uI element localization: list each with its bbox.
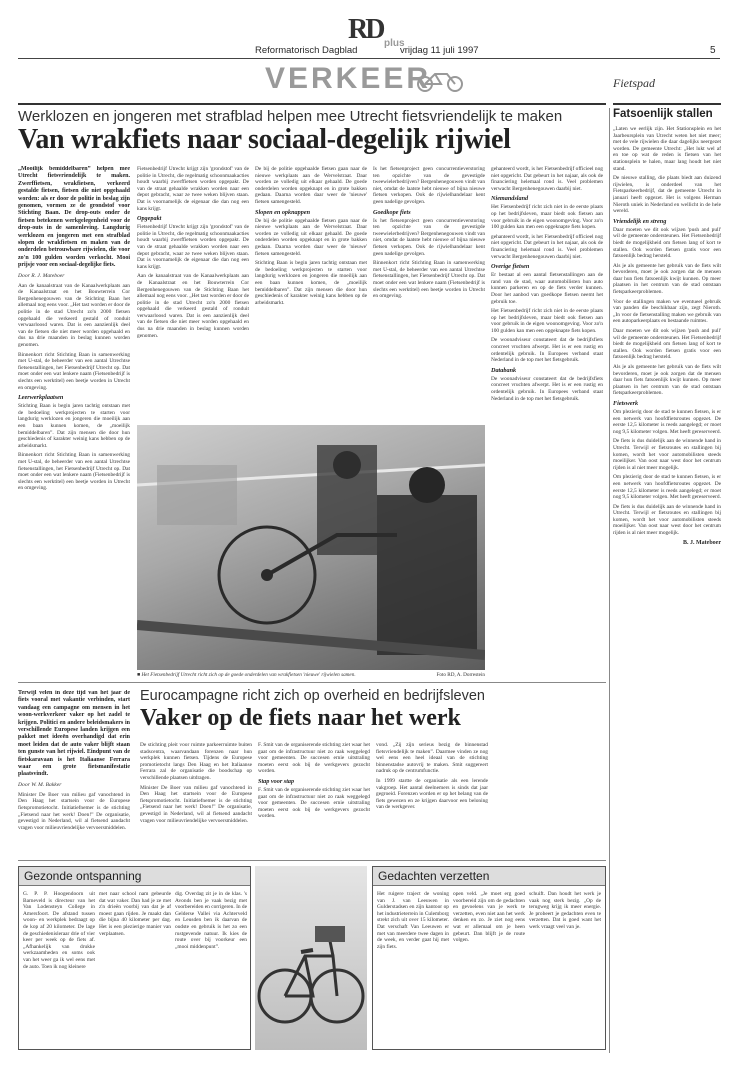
main-paragraph: gehanteerd wordt, is het Fietsenbedrijf officieel nog niet opgericht. Dat gebeurt in het najaar, als ook de financiering helemaal rond is. Veel problemen verwacht Bergenhenegouwen daarbij niet. (491, 233, 603, 260)
sidebar-paragraph: „Laten we eerlijk zijn. Het Stationsplein en het Jaarbeursplein van Utrecht weten het niet meer; met de vele rijwielen die daar dagelijks neergezet worden. De gemeente Utrecht: „Het lukt wel af en toe op wat de reden is fietsen van het stationsplein te halen, maar lang houdt het niet stand. (613, 126, 721, 172)
main-paragraph: Stichting Baan is begin jaren tachtig ontstaan met de bedoeling werkprojecten te starten voor langdurig werklozen en jongeren die moeilijk aan een baan kunnen komen, de „moeilijk bemiddelbaren”. Dat zijn mensen die door hun geschiedenis of karakter weinig kans hebben op de arbeidsmarkt. (18, 403, 130, 449)
sidebar-logo (613, 74, 723, 100)
masthead-logo (348, 14, 405, 49)
main-subheading: Goedkope fiets (373, 208, 411, 216)
section-title: VERKEER (265, 62, 432, 95)
box-col (377, 891, 449, 1047)
masthead-rule (18, 58, 720, 59)
main-paragraph: Er bestaat al een aantal fietsenstallingen aan de rand van de stad, waar automobilisten hun auto kunnen parkeren en op de fiets verder kunnen. Door het aanbod van goedkope fietsen neemt het gebruik toe. (491, 272, 603, 305)
second-headline: Vaker op de fiets naar het werk (140, 705, 461, 731)
column-rule (609, 108, 610, 1053)
box-col (175, 891, 247, 1047)
sidebar-paragraph: Voor de stallingen maken we eventueel gebruik van panden die beschikbaar zijn, zegt Nieroth. „In voor de fietsenstalling maken we gebruik van een autoparkeerplaats en bestaande ruimtes. (613, 298, 721, 325)
sidebar-paragraph: Als je als gemeente het gebruik van de fiets wilt bevorderen, moet je ook zorgen dat de mensen daar hun fiets fatsoenlijk kwijt kunnen. Op meer plaatsen in het centrum van de stad ontstaan fietsparkeerproblemen. (613, 262, 721, 296)
section-banner (235, 62, 465, 98)
second-subheading: Stap voor stap (258, 777, 295, 785)
main-subheading: Slopen en opknappen (255, 208, 311, 216)
main-paragraph: De bij de politie opgehaalde fietsen gaan naar de nieuwe werkplaats aan de Wervelstraat. Daar worden ze volledig uit elkaar gehaald. De goede onderdelen worden opgeknapt en in grote bakken gedaan. Daarna worden daar weer de 'nieuwe' fietsen samengesteld. (255, 217, 367, 257)
main-paragraph: Binnenkort richt Stichting Baan in samenwerking met U-stal, de beheerder van een aantal Utrechtse fietsenstallingen, het Fietsenbedrijf Utrecht op. Dat moet onder een wat lenkere naam (Fietsenbedrijf is slechts een werktitel) een beetje worden in Utrecht en omgeving. (373, 260, 485, 300)
main-col-4 (373, 166, 485, 418)
main-paragraph: Aan de kanaalstraat van de Kanaalwerkplaats aan de Kanaalstraat en het Bouwterrein Cor Bergenhenegouwen van de Stichting Baan het allemaal nog eens voor. „Het tast worden er door de politie in de stad Utrecht zo'n 2000 fietsen opgehaald die verkeerd gestald of ronduit verwaarloosd waren. Dat is een aanzienlijk deel van de fietsen die niet meer worden opgehaald en dus na drie maanden in beslag kunnen worden genomen. (18, 282, 130, 349)
photo-caption (137, 672, 485, 678)
main-subheading: Overige fietsen (491, 263, 530, 271)
bicycle-icon (415, 68, 465, 92)
second-paragraph: Minister De Boer van milieu gaf vanochtend in Den Haag het startsein voor de Europese fietspromotietocht. Initiatiefnemer is de stichting „Fietsend naar het werk! Doen!” De organisatie, gevestigd in Nederland, wil al fietsend aandacht vragen voor milieuvriendelijke vervoersmiddelen. (18, 791, 130, 831)
paper-name: Reformatorisch Dagblad (255, 45, 358, 56)
box-col (529, 891, 601, 1047)
box-paragraph: open veld. „Je moet erg goed voorbereid zijn om de gedachten en gevoelens van je werk te verzetten, even niet aan het werk denken en zo. Je ziet nog eens wat er allemaal om je heen gebeurt. Dan blijft je de route volgen. (453, 891, 525, 944)
page-number: 5 (710, 45, 716, 56)
main-paragraph: Fietsenbedrijf Utrecht krijgt zijn 'grondstof' van de politie in Utrecht, die regelmatig schoonmaakacties houdt waarbij zwerffietsen worden opgepakt. De van de straat gehaalde wrakken worden naar een depot gebracht, waar ze twee weken blijven staan. Dat is voornamelijk de eigenaar die dan nog een kans krijgt. (137, 224, 249, 270)
main-subheading: Opgepakt (137, 215, 162, 223)
sidebar-paragraph: Om plezierig door de stad te kunnen fietsen, is er een netwerk van hoofdfietsroutes opgezet. De eerste 12,5 kilometer is reeds aangelegd; er moet nog 9,5 kilometer volgen. Met heeft gereserveerd. (613, 474, 721, 501)
main-col-3 (255, 166, 367, 418)
second-bottom-rule (18, 860, 606, 861)
main-subheading: Leerwerkplaatsen (18, 394, 64, 402)
second-col-2 (140, 742, 252, 857)
main-col-2 (137, 166, 249, 418)
box-gedachten-verzetten (372, 866, 606, 1050)
main-photo (137, 425, 485, 670)
sidebar-title: Fatsoenlijk stallen (613, 108, 713, 120)
second-paragraph: In 1999 startte de organisatie als een lerende vakgroep. Het aantal deelnemers is sinds dat jaar gegroeid. Forenzen worden er op het belang van de fiets gewezen en ze krijgen daarvoor een beloning van de werkgever. (376, 777, 488, 811)
main-bottom-rule (18, 682, 606, 683)
box-col (453, 891, 525, 1047)
main-paragraph: Aan de kanaalstraat van de Kanaalwerkplaats aan de Kanaalstraat en het Bouwterrein Cor Bergenhenegouwen van de Stichting Baan het allemaal nog eens voor. „Het tast worden er door de politie in de stad Utrecht zo'n 2000 fietsen opgehaald die verkeerd gestald of ronduit verwaarloosd waren. Dat is een aanzienlijk deel van de fietsen die niet meer worden opgehaald en dus na drie maanden in beslag kunnen worden genomen. (137, 273, 249, 339)
main-paragraph: Binnenkort richt Stichting Baan in samenwerking met U-stal, de beheerder van een aantal Utrechtse fietsenstallingen, het Fietsenbedrijf Utrecht op. Dat moet onder een wat lenkere naam (Fietsenbedrijf is slechts een werktitel) een beetje worden in Utrecht en omgeving. (18, 351, 130, 391)
box-paragraph: dig. Overdag zit je in de klas. 's Avonds ben je vaak bezig met voorbereiden en corrigeren. In de Gelderse Vallei via Achterveld en Leusden ben ik daarvan de oudste en gebruik is het zo een rustgevende natuur. Ik kies de route over bij voorkeur een „mooi middenpunt”. (175, 891, 247, 950)
second-paragraph: vond. „Zij zijn serieus bezig de binnenstad fietsvriendelijk te maken”. Daarmee vinden ze nog wel eens een heel ideaal van de stichting binnenstadse autovrij te maken. Smit suggereert nadruk op de centrumfunctie. (376, 742, 488, 775)
box-paragraph: met naar school nam gebeurde dat wat vaker. Dan had je ze met z'n drieën voorbij van dat je af moest gaan rijden. Je maakt dan die bijna 40 kilometer per dag. Het is een plezierige manier van verplaatsen. (99, 891, 171, 937)
sidebar-paragraph: Als je als gemeente het gebruik van de fiets wilt bevorderen, moet je ook zorgen dat de mensen daar hun fiets fatsoenlijk kwijt kunnen. Op meer plaatsen in het centrum van de stad ontstaan fietsparkeerproblemen. (613, 364, 721, 397)
caption-bullet: ■ (137, 672, 142, 678)
main-kicker: Werklozen en jongeren met strafblad helpen mee Utrecht fietsvriendelijk te maken (18, 108, 563, 125)
sidebar-paragraph: De fiets is dus duidelijk aan de winnende hand in Utrecht. Terwijl er fietsroutes en stallingen bij komen, wordt het voor automobilisten steeds moeilijker. Van oost naar west door het centrum rijden is al niet meer mogelijk. (613, 438, 721, 471)
box-title: Gezonde ontspanning (19, 867, 250, 886)
main-byline: Door R. J. Mateboer (18, 272, 65, 279)
main-col-5 (491, 166, 603, 696)
bicycle-icon (255, 866, 367, 1050)
main-paragraph: Het Fietsenbedrijf richt zich niet in de eerste plaats op het bedrijfsleven, maar biedt ook fietsen aan voor gebruik in de eigen woonomgeving. Voor zo'n 100 gulden kan men een opgeknapte fiets kopen. (491, 308, 603, 334)
second-col-4 (376, 742, 488, 857)
sidebar-body (613, 126, 721, 1032)
second-paragraph: F. Smit van de organiserende stichting ziet waar het gaat om de infrastructuur niet zo raak weggelegd voor gemeenten. De succesen ernie uitstraling moeten eerst ook bij de werkgevers gezocht worden. (258, 742, 370, 775)
header-divider (18, 103, 606, 105)
caption-text: Het Fietsenbedrijf Utrecht richt zich op de goede onderdelen van wrakfietsen 'nieuwe' rijwielen samen. (141, 672, 356, 678)
main-paragraph: De bij de politie opgehaalde fietsen gaan naar de nieuwe werkplaats aan de Wervelstraat. Daar worden ze volledig uit elkaar gehaald. De goede onderdelen worden opgeknapt en in grote bakken gedaan. Daarna worden daar weer de 'nieuwe' fietsen samengesteld. (255, 166, 367, 205)
box-col (23, 891, 95, 1047)
second-lead: Terwijl velen in deze tijd van het jaar de fiets vooral met vakantie verbinden, start vandaag een campagne om mensen in het woon-werkverkeer vaker op het zadel te krijgen. Politici en andere beleidsmakers in verschillende Europese landen krijgen een pakket met ideeën overhandigd dat erin moet leiden dat de auto vaker blijft staan ten gunste van het rijwiel. Eindpunt van de fietskaravaan is het Italiaanse Ferrara waar een grote fietsmanifestatie plaatsvindt. (18, 690, 130, 778)
box-gezonde-ontspanning (18, 866, 251, 1050)
second-byline: Door W. M. Bakker (18, 781, 62, 788)
issue-date: vrijdag 11 juli 1997 (400, 45, 479, 56)
main-lead: „Mooilijk bemiddelbaren” helpen mee Utrecht fietsvriendelijk te maken. Zwerffietsen, wrakfietsen, verkeerd gestalde fietsen, fietsen die niet opgehaald worden: als er door de politie in beslag zijn genomen, vormen ze de grondstof voor Stichting Baan. De drop-outs onder de fietsen betekenen werkgelegenheid voor de drop-outs in de samenleving. Langdurig werklozen en jongeren met een strafblad slopen de wrakfietsen en maken van de onderdelen betrouwbare rijwielen, die voor zo'n 100 gulden worden verkocht. Mooi prijsje voor een sociaal-degelijke fiets. (18, 166, 130, 269)
bicycle-photo (255, 866, 367, 1050)
box-paragraph: schuift. Dan houdt het werk je vaak nog sterk bezig. „Op de terugweg krijg ik meer energie. Je probeert je gedachten even te verzetten. Dat is goed want het werk vraagt veel van je. (529, 891, 601, 930)
main-subheading: Databank (491, 366, 517, 374)
sidebar-top-rule (613, 103, 721, 105)
second-paragraph: F. Smit van de organiserende stichting ziet waar het gaat om de infrastructuur niet zo raak weggelegd voor gemeenten. De succesen ernie uitstraling moeten eerst ook bij de werkgevers gezocht worden. (258, 786, 370, 820)
box-paragraph: Het ruigere traject de woning van J. van Leeuwen in Gulderstadsen en zijn kantoor op het industrieterrein in Culemborg strekt zich uit over 15 kilometer. Dat verschaft Van Leeuwen er met van meerdere twee dagen in de week, en verder gaat hij met zijn fiets. (377, 891, 449, 950)
box-title: Gedachten verzetten (373, 867, 605, 886)
main-paragraph: Is het fietsenproject geen concurrentieverstoring ten opzichte van de gevestigde tweewielerbedrijven? Bergenhenegouwen vindt van niet, omdat de laatste hebt nieuwe of bijna nieuwe fietsen verkopen. Ook de rijwielhandelaar kent geen nadelige gevolgen. (373, 166, 485, 205)
box-col (99, 891, 171, 1047)
sidebar-paragraph: De nieuwe stalling, die plaats biedt aan duizend rijwielen, is onderdeel van het Fietsparkeerbedrijf, dat de gemeente Utrecht in januari heeft opgezet. Het is volgens Herman Nieroth uniek in Nederland en wellicht in de hele wereld. (613, 175, 721, 215)
logo-plus: plus (384, 38, 405, 49)
main-headline: Van wrakfiets naar sociaal-degelijk rijwiel (18, 124, 511, 155)
main-col-1 (18, 166, 130, 696)
main-paragraph: Binnenkort richt Stichting Baan in samenwerking met U-stal, de beheerder van een aantal Utrechtse fietsenstallingen, het Fietsenbedrijf Utrecht op. Dat moet onder een wat lenkere naam (Fietsenbedrijf is slechts een werktitel) een beetje worden in Utrecht en omgeving. (18, 452, 130, 492)
main-paragraph: gehanteerd wordt, is het Fietsenbedrijf officieel nog niet opgericht. Dat gebeurt in het najaar, als ook de financiering helemaal rond is. Veel problemen verwacht Bergenhenegouwen daarbij niet. (491, 166, 603, 192)
main-subheading: Niemandsland (491, 195, 529, 203)
second-paragraph: De stichting pleit voor ruimte parkeerruimte buiten stadscentra, waarvandaan forenzen naar hun werkplek kunnen fietsen. Tijdens de Europese promotietocht langs Den Haag en het Italiaanse Ferrara zal de organisatie die boodschap op verschillende plaatsen uitdragen. (140, 742, 252, 781)
second-paragraph: Minister De Boer van milieu gaf vanochtend in Den Haag het startsein voor de Europese fietspromotietocht. Initiatiefnemer is de stichting „Fietsend naar het werk! Doen!” De organisatie, gevestigd in Nederland, wil al fietsend aandacht vragen voor milieuvriendelijke vervoersmiddelen. (140, 784, 252, 824)
sidebar-subheading: Vriendelijk en streng (613, 217, 667, 225)
second-lead-col (18, 690, 130, 855)
second-col-3 (258, 742, 370, 857)
sidebar-author: B. J. Mateboer (683, 539, 721, 546)
sidebar-paragraph: Daar moeten we dit ook wijzen 'push and pull' wil de gemeente ondersteunen. Het Fietsenbedrijf biedt de mogelijkheid om fietsen lang of kort te stallen. Ook worden fietsen gratis voor een fatsoenlijk bedrag hersteld. (613, 226, 721, 260)
main-paragraph: De woonadviseur constateert dat de bedrijfsfiets concreet vruchten afwerpt. Het is er een rustig en ordentelijk gebruik. In Europees verband staat Nederland in de top met het fietsgebruik. (491, 337, 603, 364)
main-paragraph: Het Fietsenbedrijf richt zich niet in de eerste plaats op het bedrijfsleven, maar biedt ook fietsen aan voor gebruik in de eigen woonomgeving. Voor zo'n 100 gulden kan men een opgeknapte fiets kopen. (491, 204, 603, 231)
sidebar-subheading: Fietswerk (613, 399, 639, 407)
second-kicker: Eurocampagne richt zich op overheid en bedrijfsleven (140, 688, 485, 704)
photo-credit: Foto RD, A. Dorrestein (436, 672, 485, 678)
sidebar-header: Fietspad (613, 76, 655, 90)
main-paragraph: De woonadviseur constateert dat de bedrijfsfiets concreet vruchten afwerpt. Het is er een rustig en ordentelijk gebruik. In Europees verband staat Nederland in de top met het fietsgebruik. (491, 375, 603, 402)
main-paragraph: Fietsenbedrijf Utrecht krijgt zijn 'grondstof' van de politie in Utrecht, die regelmatig schoonmaakacties houdt waarbij zwerffietsen worden opgepakt. De van de straat gehaalde wrakken worden naar een depot gebracht, waar ze twee weken blijven staan. Dat is voornamelijk de eigenaar die dan nog een kans krijgt. (137, 166, 249, 212)
box-paragraph: G. P. P. Hoogendoorn uit Barneveld is directeur van het Van Lodensteyn College in Amersfoort. De afstand tussen woon- en werkplek bedraagt op de kop af 20 kilometer. De lage de geschiedenisleraar drie of vier keer per week op de fiets af. „Afhankelijk van drukke werkzaamheden en soms ook van het weer ga ik wel eens met de auto. Toen ik nog kleinere (23, 891, 95, 970)
main-paragraph: Is het fietsenproject geen concurrentieverstoring ten opzichte van de gevestigde tweewielerbedrijven? Bergenhenegouwen vindt van niet, omdat de laatste hebt nieuwe of bijna nieuwe fietsen verkopen. Ook de rijwielhandelaar kent geen nadelige gevolgen. (373, 217, 485, 257)
logo-letters: RD (348, 14, 383, 45)
bicycle-repair-illustration (137, 425, 485, 670)
main-paragraph: Stichting Baan is begin jaren tachtig ontstaan met de bedoeling werkprojecten te starten voor langdurig werklozen en jongeren die moeilijk aan een baan kunnen komen, de „moeilijk bemiddelbaren”. Dat zijn mensen die door hun geschiedenis of karakter weinig kans hebben op de arbeidsmarkt. (255, 260, 367, 306)
sidebar-paragraph: Daar moeten we dit ook wijzen 'push and pull' wil de gemeente ondersteunen. Het Fietsenbedrijf biedt de mogelijkheid om fietsen lang of kort te stallen. Ook worden fietsen gratis voor een fatsoenlijk bedrag hersteld. (613, 328, 721, 361)
sidebar-paragraph: Om plezierig door de stad te kunnen fietsen, is er een netwerk van hoofdfietsroutes opgezet. De eerste 12,5 kilometer is reeds aangelegd; er moet nog 9,5 kilometer volgen. Met heeft gereserveerd. (613, 408, 721, 435)
sidebar-paragraph: De fiets is dus duidelijk aan de winnende hand in Utrecht. Terwijl er fietsroutes en stallingen bij komen, wordt het voor automobilisten steeds moeilijker. Van oost naar west door het centrum rijden is al niet meer mogelijk. (613, 503, 721, 537)
